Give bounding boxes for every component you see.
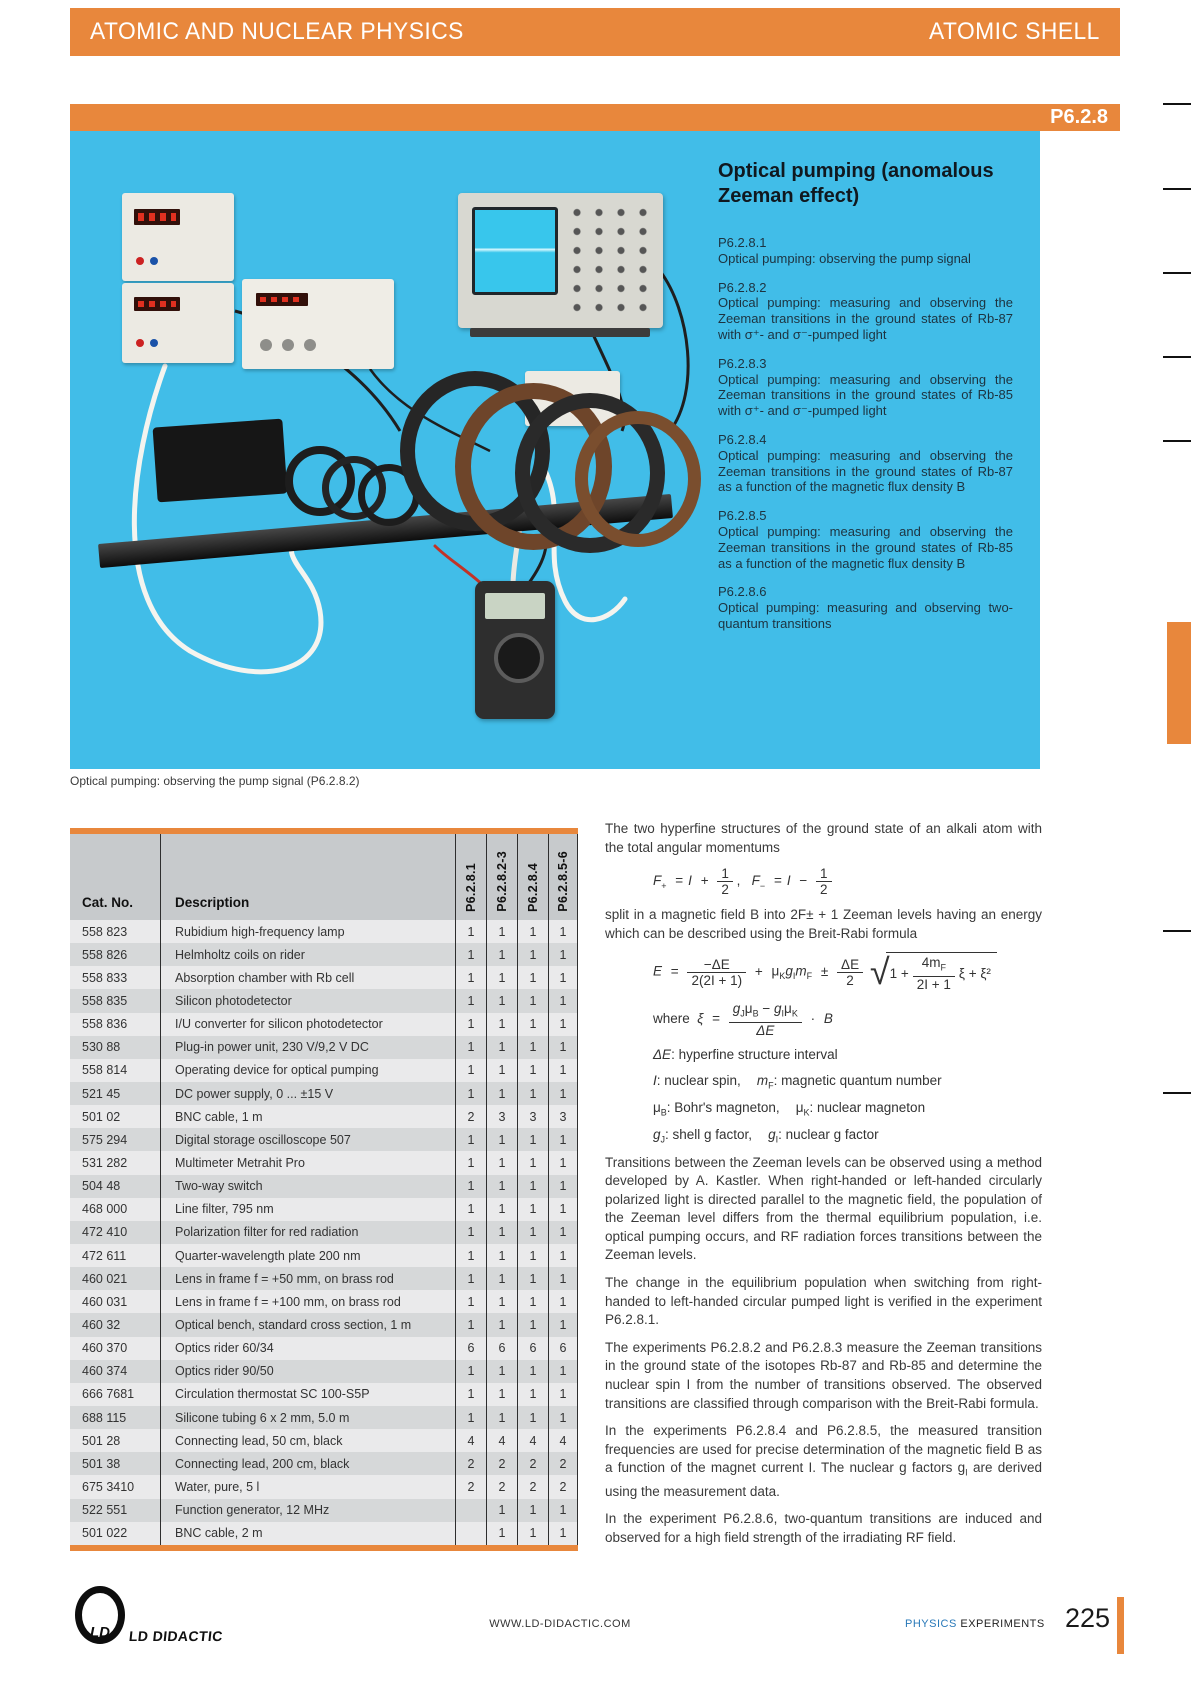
- qty-p6282-3: 1: [486, 1522, 517, 1545]
- column-header-p6284: P6.2.8.4: [517, 834, 548, 920]
- experiment-item: [718, 508, 1013, 571]
- catalog-number: 472 611: [82, 1248, 127, 1263]
- qty-p6281: 1: [455, 1151, 486, 1174]
- qty-p6284: 1: [517, 1128, 548, 1151]
- qty-p6281: 1: [455, 1313, 486, 1336]
- experiment-list: [718, 235, 1013, 632]
- qty-p6281: 1: [455, 1082, 486, 1105]
- item-description: I/U converter for silicon photodetector: [160, 1013, 455, 1036]
- qty-p6285-6: 1: [548, 1267, 578, 1290]
- column-header-p6282-3: P6.2.8.2-3: [486, 834, 517, 920]
- qty-p6282-3: 1: [486, 920, 517, 943]
- multimeter: [475, 581, 555, 719]
- qty-p6281: [455, 1499, 486, 1522]
- item-description: Quarter-wavelength plate 200 nm: [160, 1244, 455, 1267]
- qty-p6284: 1: [517, 943, 548, 966]
- article-column: [605, 820, 1042, 1556]
- qty-p6285-6: 1: [548, 943, 578, 966]
- xi-definition-formula: where ξ = $\frac{g_J\mu_B - g_I\mu_K}{\Delta E}$ · B: [653, 1001, 833, 1038]
- table-row: [70, 1290, 578, 1313]
- table-row: [70, 1013, 578, 1036]
- qty-p6281: 1: [455, 1360, 486, 1383]
- table-row: [70, 966, 578, 989]
- qty-p6282-3: 1: [486, 1036, 517, 1059]
- experiment-description: Optical pumping: measuring and observing the Zeeman transitions in the ground states of Rb-85 with σ⁺- and σ⁻-pumped light: [718, 371, 1013, 419]
- qty-p6285-6: 1: [548, 1383, 578, 1406]
- table-row: [70, 920, 578, 943]
- catalog-number: 501 02: [82, 1109, 121, 1124]
- item-description: BNC cable, 2 m: [160, 1522, 455, 1545]
- qty-p6284: 1: [517, 1175, 548, 1198]
- item-description: DC power supply, 0 ... ±15 V: [160, 1082, 455, 1105]
- qty-p6284: 6: [517, 1337, 548, 1360]
- qty-p6281: 1: [455, 943, 486, 966]
- rubidium-lamp-housing: [153, 419, 288, 503]
- catalog-number: 675 3410: [82, 1479, 135, 1494]
- brand-name: LD DIDACTIC: [128, 1628, 224, 1644]
- experiment-list-panel: [718, 159, 1013, 645]
- table-row: [70, 1105, 578, 1128]
- qty-p6282-3: 1: [486, 1406, 517, 1429]
- qty-p6281: 1: [455, 920, 486, 943]
- qty-p6281: 1: [455, 1013, 486, 1036]
- output-terminals: [136, 257, 144, 265]
- table-row: [70, 1128, 578, 1151]
- experiment-item: [718, 235, 1013, 267]
- qty-p6285-6: 1: [548, 1522, 578, 1545]
- qty-p6281: 1: [455, 1059, 486, 1082]
- qty-p6282-3: 1: [486, 1151, 517, 1174]
- qty-p6281: 1: [455, 1036, 486, 1059]
- experiment-code: P6.2.8.2: [718, 279, 767, 295]
- qty-p6282-3: 2: [486, 1452, 517, 1475]
- experiment-description: Optical pumping: measuring and observing the Zeeman transitions in the ground states of Rb-87 with σ⁺- and σ⁻-pumped light: [718, 295, 1013, 342]
- qty-p6284: 1: [517, 1313, 548, 1336]
- symbol-definition: $\mu_B$: Bohr's magneton, $\mu_K$: nuclear magneton: [653, 1100, 926, 1118]
- edge-registration-mark: [1163, 103, 1191, 105]
- symbol-definition: ΔE: hyperfine structure interval: [653, 1046, 838, 1062]
- qty-p6285-6: 2: [548, 1475, 578, 1498]
- qty-p6284: 4: [517, 1429, 548, 1452]
- qty-p6284: 1: [517, 1290, 548, 1313]
- column-header-p6285-6: P6.2.8.5-6: [548, 834, 578, 920]
- qty-p6284: 1: [517, 1151, 548, 1174]
- edge-registration-mark: [1163, 356, 1191, 358]
- catalog-number: 472 410: [82, 1225, 128, 1240]
- qty-p6285-6: 1: [548, 1290, 578, 1313]
- oscilloscope-screen: [472, 207, 558, 295]
- qty-p6284: 1: [517, 1360, 548, 1383]
- experiment-description: Optical pumping: measuring and observing two-quantum transitions: [718, 600, 1013, 631]
- paragraph: In the experiment P6.2.8.6, two-quantum transitions are induced and observed for a high field strength of the irradiating RF field.: [605, 1511, 1042, 1545]
- qty-p6285-6: 1: [548, 989, 578, 1012]
- item-description: Water, pure, 5 l: [160, 1475, 455, 1498]
- table-row: [70, 1267, 578, 1290]
- paragraph: Transitions between the Zeeman levels can be observed using a method developed by A. Kastler. When right-handed or left-handed circularly polarized light is directed parallel to the magnetic field, the population of the Zeeman level differs from the thermal equilibrium population, i.e. optical pumping occurs, and RF radiation forces transitions between the Zeeman levels.: [605, 1154, 1042, 1263]
- output-terminals: [136, 339, 144, 347]
- qty-p6284: 1: [517, 1522, 548, 1545]
- qty-p6285-6: 6: [548, 1337, 578, 1360]
- qty-p6281: 1: [455, 1175, 486, 1198]
- qty-p6282-3: 1: [486, 1360, 517, 1383]
- qty-p6281: 1: [455, 1406, 486, 1429]
- qty-p6285-6: 1: [548, 1244, 578, 1267]
- equipment-photo: [70, 131, 718, 769]
- item-description: Operating device for optical pumping: [160, 1059, 455, 1082]
- paragraph: split in a magnetic field B into 2F± + 1 Zeeman levels having an energy which can be described using the Breit-Rabi formula: [605, 907, 1042, 941]
- qty-p6284: 1: [517, 1198, 548, 1221]
- multimeter-dial: [494, 633, 544, 683]
- qty-p6281: 1: [455, 1221, 486, 1244]
- qty-p6284: 1: [517, 989, 548, 1012]
- qty-p6282-3: 1: [486, 1313, 517, 1336]
- qty-p6281: 1: [455, 1290, 486, 1313]
- item-description: Connecting lead, 200 cm, black: [160, 1452, 455, 1475]
- chapter-thumb-tab: [1167, 622, 1191, 744]
- column-header-p6281: P6.2.8.1: [455, 834, 486, 920]
- item-description: Lens in frame f = +100 mm, on brass rod: [160, 1290, 455, 1313]
- paragraph: In the experiments P6.2.8.4 and P6.2.8.5, the measured transition frequencies are used for precise determination of the magnetic field B as a function of the magnet current I. The nuclear g factors $g_I$ are derived using the measurement data.: [605, 1423, 1042, 1499]
- operating-device: [242, 279, 394, 369]
- section-code: P6.2.8: [1050, 106, 1108, 128]
- qty-p6284: 1: [517, 1267, 548, 1290]
- experiment-code: P6.2.8.5: [718, 508, 767, 524]
- qty-p6282-3: 1: [486, 1499, 517, 1522]
- item-description: Lens in frame f = +50 mm, on brass rod: [160, 1267, 455, 1290]
- qty-p6281: [455, 1522, 486, 1545]
- table-row: [70, 1452, 578, 1475]
- qty-p6281: 1: [455, 966, 486, 989]
- table-row: [70, 1475, 578, 1498]
- led-display: [134, 297, 180, 311]
- qty-p6284: 1: [517, 1499, 548, 1522]
- item-description: Silicon photodetector: [160, 989, 455, 1012]
- logo-circle-icon: LD: [75, 1586, 125, 1644]
- edge-registration-mark: [1163, 272, 1191, 274]
- experiment-description: Optical pumping: measuring and observing the Zeeman transitions in the ground states of Rb-85 as a function of the magnetic flux density B: [718, 523, 1013, 571]
- qty-p6284: 1: [517, 1036, 548, 1059]
- edge-registration-mark: [1163, 440, 1191, 442]
- qty-p6285-6: 1: [548, 1013, 578, 1036]
- catalog-number: 558 814: [82, 1063, 128, 1078]
- catalog-number: 501 38: [82, 1456, 121, 1471]
- catalog-number: 688 115: [82, 1410, 127, 1425]
- qty-p6282-3: 1: [486, 1082, 517, 1105]
- item-description: Connecting lead, 50 cm, black: [160, 1429, 455, 1452]
- qty-p6285-6: 4: [548, 1429, 578, 1452]
- qty-p6282-3: 1: [486, 1290, 517, 1313]
- item-description: Silicone tubing 6 x 2 mm, 5.0 m: [160, 1406, 455, 1429]
- item-description: Circulation thermostat SC 100-S5P: [160, 1383, 455, 1406]
- product-photo-panel: [70, 131, 1040, 769]
- qty-p6285-6: 1: [548, 1059, 578, 1082]
- qty-p6282-3: 1: [486, 989, 517, 1012]
- item-description: Plug-in power unit, 230 V/9,2 V DC: [160, 1036, 455, 1059]
- catalog-number: 460 031: [82, 1294, 128, 1309]
- qty-p6281: 1: [455, 1383, 486, 1406]
- photo-caption: Optical pumping: observing the pump signal (P6.2.8.2): [70, 774, 360, 788]
- qty-p6285-6: 1: [548, 1128, 578, 1151]
- catalog-number: 558 826: [82, 947, 128, 962]
- led-display: [256, 293, 308, 306]
- catalog-number: 460 370: [82, 1341, 128, 1356]
- qty-p6285-6: 1: [548, 920, 578, 943]
- item-description: Digital storage oscilloscope 507: [160, 1128, 455, 1151]
- paragraph: The two hyperfine structures of the ground state of an alkali atom with the total angular momentums: [605, 821, 1042, 855]
- experiment-description: Optical pumping: observing the pump signal: [718, 250, 971, 266]
- qty-p6285-6: 1: [548, 1082, 578, 1105]
- experiment-item: [718, 432, 1013, 495]
- qty-p6282-3: 4: [486, 1429, 517, 1452]
- qty-p6284: 1: [517, 1244, 548, 1267]
- website-url: WWW.LD-DIDACTIC.COM: [489, 1618, 631, 1630]
- edge-registration-mark: [1163, 188, 1191, 190]
- qty-p6281: 1: [455, 1128, 486, 1151]
- experiment-code: P6.2.8.6: [718, 584, 767, 600]
- series-label: PHYSICS EXPERIMENTS: [905, 1618, 1045, 1630]
- qty-p6281: 6: [455, 1337, 486, 1360]
- catalog-number: 530 88: [82, 1040, 121, 1055]
- qty-p6282-3: 2: [486, 1475, 517, 1498]
- item-description: Two-way switch: [160, 1175, 455, 1198]
- table-row: [70, 1313, 578, 1336]
- catalog-number: 531 282: [82, 1155, 128, 1170]
- qty-p6285-6: 1: [548, 1151, 578, 1174]
- ld-didactic-logo: [75, 1592, 223, 1644]
- qty-p6282-3: 1: [486, 1221, 517, 1244]
- table-row: [70, 943, 578, 966]
- symbol-definition: I: nuclear spin, $m_F$: magnetic quantum number: [653, 1073, 942, 1092]
- table-bottom-rule: [70, 1545, 578, 1551]
- section-code-bar: [70, 104, 1120, 131]
- experiment-item: [718, 356, 1013, 419]
- control-knobs: [260, 339, 272, 351]
- qty-p6282-3: 3: [486, 1105, 517, 1128]
- item-description: Optics rider 60/34: [160, 1337, 455, 1360]
- qty-p6284: 1: [517, 1013, 548, 1036]
- oscilloscope: [458, 193, 663, 328]
- table-row: [70, 1383, 578, 1406]
- table-row: [70, 1036, 578, 1059]
- table-row: [70, 1499, 578, 1522]
- qty-p6281: 1: [455, 1198, 486, 1221]
- table-row: [70, 1360, 578, 1383]
- qty-p6284: 1: [517, 920, 548, 943]
- experiment-item: [718, 584, 1013, 631]
- qty-p6285-6: 3: [548, 1105, 578, 1128]
- catalog-number: 460 374: [82, 1364, 128, 1379]
- qty-p6284: 1: [517, 1082, 548, 1105]
- item-description: Function generator, 12 MHz: [160, 1499, 455, 1522]
- qty-p6282-3: 1: [486, 1244, 517, 1267]
- qty-p6282-3: 1: [486, 1128, 517, 1151]
- page-header: [70, 8, 1120, 56]
- table-header-row: [70, 834, 578, 920]
- breit-rabi-formula: E = $\frac{-\Delta E}{2(2I + 1)}$ + $\mu_Kg_Im_F$ ± $\frac{\Delta E}{2}$ √ 1 + $\frac{4m_F}{2I + 1}$ ξ + ξ²: [653, 952, 1042, 992]
- catalog-number: 558 836: [82, 1017, 128, 1032]
- catalog-number: 501 022: [82, 1526, 128, 1541]
- item-description: Optics rider 90/50: [160, 1360, 455, 1383]
- table-row: [70, 1522, 578, 1545]
- symbol-definition: $g_J$: shell g factor, $g_I$: nuclear g factor: [653, 1126, 879, 1145]
- catalog-number: 558 823: [82, 924, 128, 939]
- panel-title: Optical pumping (anomalous Zeeman effect): [718, 160, 994, 207]
- qty-p6284: 1: [517, 1406, 548, 1429]
- item-description: Rubidium high-frequency lamp: [160, 920, 455, 943]
- edge-registration-mark: [1163, 930, 1191, 932]
- item-description: Line filter, 795 nm: [160, 1198, 455, 1221]
- qty-p6282-3: 1: [486, 966, 517, 989]
- qty-p6285-6: 1: [548, 1360, 578, 1383]
- experiment-code: P6.2.8.3: [718, 355, 767, 371]
- catalog-number: 558 835: [82, 993, 128, 1008]
- item-description: Absorption chamber with Rb cell: [160, 966, 455, 989]
- table-row: [70, 989, 578, 1012]
- cat-no-header: Cat. No.: [82, 895, 134, 910]
- qty-p6282-3: 1: [486, 1198, 517, 1221]
- qty-p6284: 2: [517, 1452, 548, 1475]
- qty-p6285-6: 2: [548, 1452, 578, 1475]
- led-display: [134, 209, 180, 225]
- qty-p6285-6: 1: [548, 1198, 578, 1221]
- qty-p6282-3: 6: [486, 1337, 517, 1360]
- qty-p6282-3: 1: [486, 1383, 517, 1406]
- experiment-description: Optical pumping: measuring and observing the Zeeman transitions in the ground states of Rb-87 as a function of the magnetic flux density B: [718, 447, 1013, 495]
- catalog-number: 666 7681: [82, 1387, 135, 1402]
- catalog-number: 460 32: [82, 1317, 121, 1332]
- qty-p6285-6: 1: [548, 1221, 578, 1244]
- qty-p6284: 1: [517, 966, 548, 989]
- helmholtz-coil: [575, 411, 701, 547]
- qty-p6285-6: 1: [548, 1499, 578, 1522]
- qty-p6282-3: 1: [486, 1267, 517, 1290]
- catalog-number: 522 551: [82, 1503, 128, 1518]
- table-row: [70, 1244, 578, 1267]
- table-row: [70, 1059, 578, 1082]
- catalog-number: 504 48: [82, 1179, 121, 1194]
- table-row: [70, 1406, 578, 1429]
- qty-p6284: 3: [517, 1105, 548, 1128]
- table-row: [70, 1429, 578, 1452]
- catalog-number: 468 000: [82, 1202, 128, 1217]
- header-left-title: ATOMIC AND NUCLEAR PHYSICS: [90, 18, 464, 45]
- item-description: Optical bench, standard cross section, 1 m: [160, 1313, 455, 1336]
- qty-p6282-3: 1: [486, 1059, 517, 1082]
- qty-p6281: 2: [455, 1475, 486, 1498]
- qty-p6285-6: 1: [548, 1175, 578, 1198]
- table-row: [70, 1082, 578, 1105]
- table-row: [70, 1151, 578, 1174]
- page-number: 225: [1064, 1603, 1110, 1633]
- catalog-number: 521 45: [82, 1086, 121, 1101]
- table-body: [70, 920, 578, 1545]
- qty-p6281: 2: [455, 1452, 486, 1475]
- experiment-code: P6.2.8.4: [718, 431, 767, 447]
- qty-p6281: 1: [455, 1244, 486, 1267]
- catalog-number: 501 28: [82, 1433, 121, 1448]
- qty-p6285-6: 1: [548, 1313, 578, 1336]
- multimeter-display: [485, 593, 545, 619]
- table-row: [70, 1198, 578, 1221]
- catalog-number: 460 021: [82, 1271, 128, 1286]
- paragraph: The experiments P6.2.8.2 and P6.2.8.3 measure the Zeeman transitions in the ground state of the isotopes Rb-87 and Rb-85 and determine the nuclear spin I from the number of transitions observed. The observed transitions are classified through comparison with the Breit-Rabi formula.: [605, 1339, 1042, 1411]
- qty-p6285-6: 1: [548, 1036, 578, 1059]
- table-row: [70, 1221, 578, 1244]
- angular-momentum-formula: $F_+ = I$ + $\frac{1}{2}$ , $F_- = I$ − $\frac{1}{2}$: [653, 866, 1042, 897]
- qty-p6281: 4: [455, 1429, 486, 1452]
- page-number-accent-bar: [1117, 1597, 1124, 1654]
- equipment-table: [70, 828, 578, 1551]
- edge-registration-mark: [1163, 1092, 1191, 1094]
- qty-p6282-3: 1: [486, 943, 517, 966]
- qty-p6284: 1: [517, 1221, 548, 1244]
- oscilloscope-knobs: [566, 203, 656, 315]
- item-description: Polarization filter for red radiation: [160, 1221, 455, 1244]
- qty-p6285-6: 1: [548, 1406, 578, 1429]
- item-description: BNC cable, 1 m: [160, 1105, 455, 1128]
- description-header: Description: [160, 834, 455, 920]
- table-row: [70, 1337, 578, 1360]
- qty-p6284: 1: [517, 1383, 548, 1406]
- qty-p6281: 1: [455, 1267, 486, 1290]
- catalog-number: 575 294: [82, 1132, 128, 1147]
- experiment-item: [718, 280, 1013, 343]
- qty-p6282-3: 1: [486, 1175, 517, 1198]
- header-right-title: ATOMIC SHELL: [929, 18, 1100, 45]
- qty-p6285-6: 1: [548, 966, 578, 989]
- table-row: [70, 1175, 578, 1198]
- experiment-code: P6.2.8.1: [718, 235, 767, 250]
- qty-p6282-3: 1: [486, 1013, 517, 1036]
- qty-p6284: 2: [517, 1475, 548, 1498]
- item-description: Multimeter Metrahit Pro: [160, 1151, 455, 1174]
- qty-p6284: 1: [517, 1059, 548, 1082]
- oscilloscope-stand: [470, 328, 650, 337]
- qty-p6281: 2: [455, 1105, 486, 1128]
- catalog-number: 558 833: [82, 970, 128, 985]
- item-description: Helmholtz coils on rider: [160, 943, 455, 966]
- power-supply-unit: [122, 193, 234, 281]
- paragraph: The change in the equilibrium population when switching from right-handed to left-handed circular pumped light is verified in the experiment P6.2.8.1.: [605, 1275, 1042, 1328]
- qty-p6281: 1: [455, 989, 486, 1012]
- power-supply-unit-2: [122, 283, 234, 363]
